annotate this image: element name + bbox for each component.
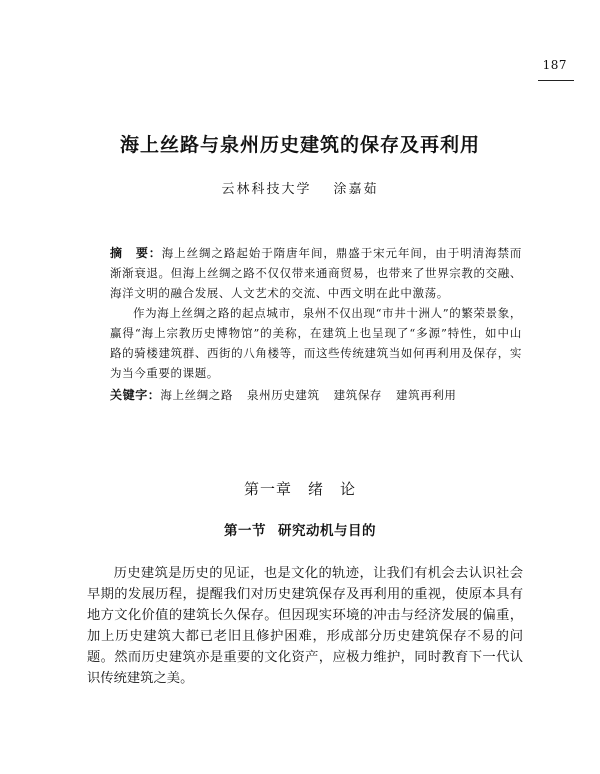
keyword: 泉州历史建筑 (247, 388, 320, 402)
chapter-number: 第一章 (243, 480, 292, 498)
page-number: 187 (542, 58, 567, 72)
chapter-title: 绪 论 (308, 480, 357, 498)
abstract-paragraph-2: 作为海上丝绸之路的起点城市，泉州不仅出现“市井十洲人”的繁荣景象，赢得“海上宗教历史博物馆”的美称，在建筑上也呈现了“多源”特性，如中山路的骑楼建筑群、西街的八角楼等，而这些传统建筑当如何再利用及保存，实为当今重要的课题。 (110, 306, 522, 380)
keywords-label: 关键字： (110, 388, 161, 402)
abstract (110, 243, 522, 405)
header-rule (538, 80, 574, 81)
author-affiliation: 云林科技大学 (221, 182, 312, 197)
body-paragraph: 历史建筑是历史的见证，也是文化的轨迹，让我们有机会去认识社会早期的发展历程，提醒我们对历史建筑保存及再利用的重视，使原本具有地方文化价值的建筑长久保存。但因现实环境的冲击与经济发展的偏重，加上历史建筑大都已老旧且修护困难，形成部分历史建筑保存不易的问题。然而历史建筑亦是重要的文化资产，应极力维护，同时教育下一代认识传统建筑之美。 (87, 566, 523, 686)
abstract-paragraph-1 (110, 243, 522, 303)
body-text (87, 563, 523, 689)
author-name: 涂嘉茹 (333, 182, 379, 197)
chapter-heading (0, 478, 600, 499)
section-title: 研究动机与目的 (278, 523, 376, 539)
section-number: 第一节 (224, 523, 266, 539)
section-heading (0, 519, 600, 539)
abstract-label: 摘 要： (110, 246, 162, 260)
keywords-line (110, 385, 522, 405)
keyword: 建筑保存 (333, 388, 383, 402)
keyword: 海上丝绸之路 (160, 388, 234, 402)
abstract-text-1: 海上丝绸之路起始于隋唐年间，鼎盛于宋元年间，由于明清海禁而渐渐衰退。但海上丝绸之路不仅仅带来通商贸易，也带来了世界宗教的交融、海洋文明的融合发展、人文艺术的交流、中西文明在此中激荡。 (110, 246, 522, 300)
keyword: 建筑再利用 (396, 388, 457, 402)
author-line (0, 178, 600, 197)
paper-title: 海上丝路与泉州历史建筑的保存及再利用 (119, 134, 480, 156)
